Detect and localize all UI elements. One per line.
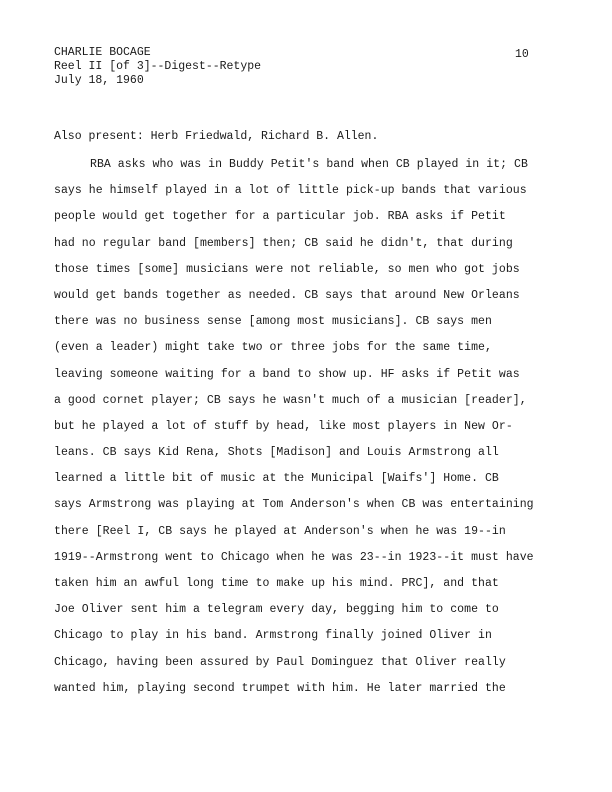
transcript-line: there [Reel I, CB says he played at Anderson's when he was 19--in (54, 524, 506, 538)
transcript-line: leaving someone waiting for a band to show up. HF asks if Petit was (54, 367, 520, 381)
transcript-line: (even a leader) might take two or three jobs for the same time, (54, 341, 492, 355)
transcript-line: taken him an awful long time to make up his mind. PRC], and that (54, 577, 499, 590)
transcript-line: would get bands together as needed. CB says that around New Orleans (54, 288, 520, 302)
transcript-line: wanted him, playing second trumpet with him. He later married the (54, 681, 506, 695)
transcript-line: RBA asks who was in Buddy Petit's band when CB played in it; CB (90, 158, 528, 171)
transcript-line: leans. CB says Kid Rena, Shots [Madison] and Louis Armstrong all (54, 446, 499, 460)
transcript-line: 1919--Armstrong went to Chicago when he was 23--in 1923--it must have (54, 550, 534, 564)
transcript-line: there was no business sense [among most musicians]. CB says men (54, 315, 492, 329)
transcript-line: people would get together for a particular job. RBA asks if Petit (54, 210, 506, 224)
transcript-line: says Armstrong was playing at Tom Anderson's when CB was entertaining (54, 498, 534, 512)
transcript-line: says he himself played in a lot of little pick-up bands that various (54, 184, 527, 198)
page-number: 10 (515, 48, 529, 61)
interview-date: July 18, 1960 (54, 74, 144, 87)
transcript-line: Joe Oliver sent him a telegram every day, begging him to come to (54, 603, 499, 617)
transcript-line: but he played a lot of stuff by head, like most players in New Or- (54, 419, 513, 433)
transcript-line: a good cornet player; CB says he wasn't much of a musician [reader], (54, 393, 527, 407)
transcript-line: Chicago, having been assured by Paul Dominguez that Oliver really (54, 655, 506, 669)
transcript-line: had no regular band [members] then; CB said he didn't, that during (54, 236, 513, 250)
reel-info: Reel II [of 3]--Digest--Retype (54, 60, 262, 73)
transcript-line: learned a little bit of music at the Municipal [Waifs'] Home. CB (54, 472, 499, 486)
transcript-line: Chicago to play in his band. Armstrong finally joined Oliver in (54, 629, 492, 643)
also-present-line: Also present: Herb Friedwald, Richard B. Allen. (54, 130, 379, 143)
interviewee-name: CHARLIE BOCAGE (54, 46, 151, 59)
document-header (54, 46, 261, 88)
transcript-body (54, 158, 534, 708)
transcript-line: those times [some] musicians were not reliable, so men who got jobs (54, 262, 520, 276)
